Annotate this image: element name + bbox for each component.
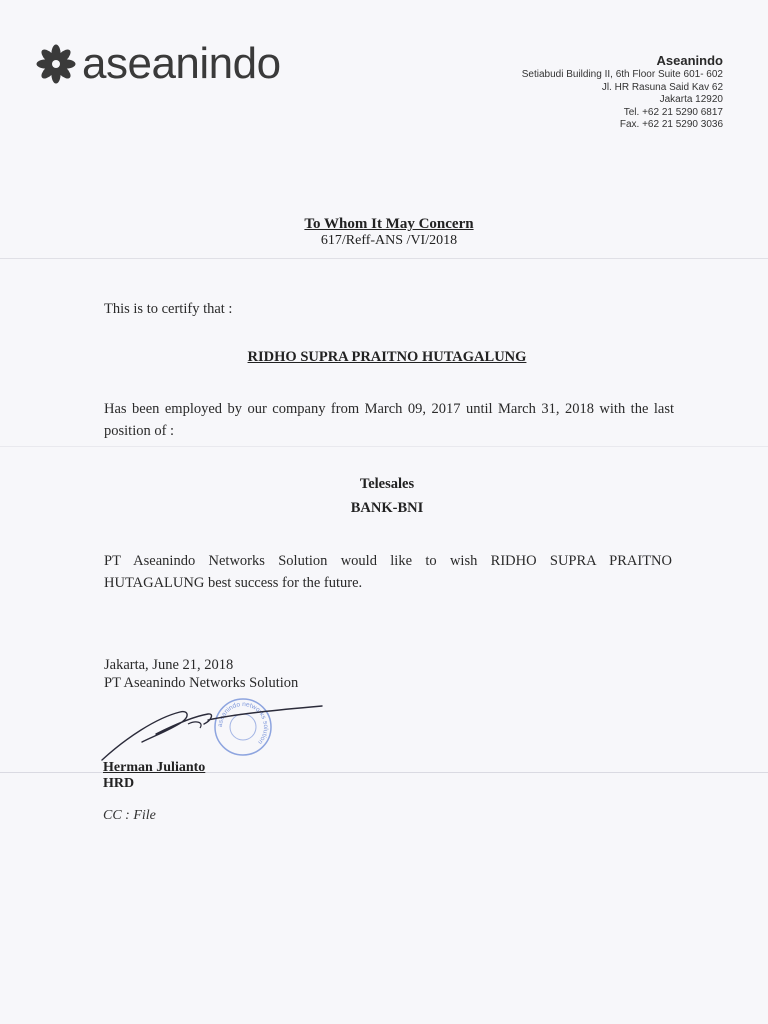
company-logo (34, 39, 281, 88)
signer-role: HRD (103, 776, 135, 791)
stamp-text: aseanindo networks solution (216, 700, 270, 746)
phone-line: Tel. +62 21 5290 6817 (623, 106, 723, 118)
fax-line: Fax. +62 21 5290 3036 (619, 119, 723, 130)
signer-name: Herman Julianto (103, 760, 206, 775)
paper-fold-line (0, 258, 768, 259)
position-client: BANK-BNI (350, 500, 424, 516)
employee-name: RIDHO SUPRA PRAITNO HUTAGALUNG (247, 349, 527, 365)
place-date: Jakarta, June 21, 2018 (104, 657, 234, 673)
company-name: Aseanindo (656, 53, 723, 68)
intro-text: This is to certify that : (104, 301, 233, 317)
wish-text: PT Aseanindo Networks Solution would like to wish RIDHO SUPRA PRAITNO HUTAGALUNG best success for the future. (104, 553, 672, 591)
issuer-name: PT Aseanindo Networks Solution (104, 675, 299, 691)
address-line: Setiabudi Building II, 6th Floor Suite 601- 602 (521, 69, 723, 80)
handwritten-signature (96, 698, 336, 768)
place-and-issuer (104, 656, 298, 692)
cc-note: CC : File (103, 808, 156, 823)
reference-number: 617/Reff-ANS /VI/2018 (320, 233, 458, 248)
position-title: Telesales (359, 476, 415, 492)
employment-text: Has been employed by our company from March 09, 2017 until March 31, 2018 with the last position of : (104, 401, 674, 439)
logo-wordmark: aseanindo (82, 39, 281, 88)
address-line: Jakarta 12920 (659, 94, 723, 105)
company-address-block (522, 52, 723, 132)
flower-logo-icon (34, 42, 78, 86)
address-line: Jl. HR Rasuna Said Kav 62 (601, 81, 723, 93)
paper-fold-line (0, 446, 768, 447)
letter-title: To Whom It May Concern (304, 216, 474, 232)
